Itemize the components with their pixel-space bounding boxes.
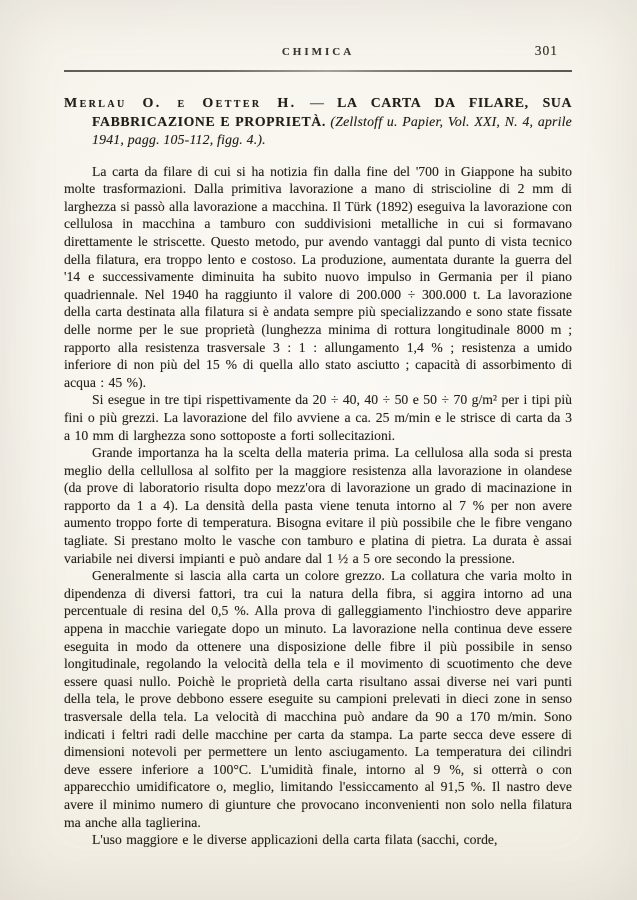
running-header [64,43,572,61]
abstract-paragraph: Generalmente si lascia alla carta un colore grezzo. La collatura che varia molto in dipendenza di diversi fattori, tra cui la natura della fibra, si aggira intorno ad una percentuale di resina del 0,5 %. Alla prova di galleggiamento l'inchiostro deve apparire appena in macchie variegate dopo un minuto. La lavorazione nella continua deve essere eseguita in modo da ottenere una disposizione delle fibre il più possibile in senso longitudinale, regolando la velocità della tela e il movimento di scuotimento che deve essere quasi nullo. Poichè le proprietà della carta risultano assai diverse nei vari punti della tela, le prove debbono essere eseguite su campioni prelevati in dieci zone in senso trasversale della tela. La velocità di macchina può andare da 90 a 170 m/min. Sono indicati i feltri radi delle macchine per carta da stampa. La parte secca deve essere di dimensioni notevoli per permettere un lento asciugamento. La temperatura dei cilindri deve essere inferiore a 100°C. L'umidità finale, intorno al 9 %, si otterrà o con apparecchio umidificatore o, meglio, limitando l'essiccamento al 91,5 %. Il nastro deve avere il minimo numero di giunture che provocano inconvenienti non solo nella filatura ma anche alla taglierina. [64,568,572,830]
article-heading [64,94,572,150]
abstract-body [64,163,572,849]
page-content [64,0,572,849]
abstract-paragraph: La carta da filare di cui si ha notizia fin dalla fine del '700 in Giappone ha subito molte trasformazioni. Dalla primitiva lavorazione a mano di striscioline di 2 mm di larghezza si passò alla lavorazione a macchina. Il Türk (1892) eseguiva la lavorazione con cellulosa in macchina a tamburo con suddivisioni metalliche in cui si formavano direttamente le striscette. Questo metodo, pur avendo vantaggi dal punto di vista tecnico della filatura, era troppo lento e costoso. La produzione, aumentata durante la guerra del '14 e successivamente diminuita ha subito nuovo impulso in Germania per il piano quadriennale. Nel 1940 ha raggiunto il valore di 200.000 ÷ 300.000 t. La lavorazione della carta destinata alla filatura si è andata sempre più specializzando e sono state fissate delle norme per le sue proprietà (lunghezza minima di rottura longitudinale 8000 m ; rapporto alla resistenza trasversale 3 : 1 : allungamento 1,4 % ; resistenza a umido inferiore di non più del 15 % di quella allo stato asciutto ; capacità di assorbimento di acqua : 45 %). [64,163,572,390]
page-number: 301 [534,43,558,58]
header-rule [64,70,572,72]
article-title: LA CARTA DA FILARE, SUA FABBRICAZIONE E PROPRIETÀ. [92,95,573,130]
abstract-paragraph: Grande importanza ha la scelta della materia prima. La cellulosa alla soda si presta meglio della cellullosa al solfito per la maggiore resistenza alla lavorazione in olandese (da prove di laboratorio risulta dopo mezz'ora di lavorazione un grado di macinazione in rapporto da 1 a 4). La densità della pasta viene tenuta intorno al 7 % per non avere aumento troppo forte di temperatura. Bisogna evitare il più possibile che le fibre vengano tagliate. Si prestano molto le vasche con tamburo e platina di pietra. La durata è assai variabile nei diversi impianti e può andare dal 1 ½ a 5 ore secondo la pressione. [64,445,572,566]
abstract-paragraph: Si esegue in tre tipi rispettivamente da 20 ÷ 40, 40 ÷ 50 e 50 ÷ 70 g/m² per i tipi più fini o più grezzi. La lavorazione del filo avviene a ca. 25 m/min e le strisce di carta da 3 a 10 mm di larghezza sono sottoposte a forti sollecitazioni. [64,392,572,443]
abstract-paragraph: L'uso maggiore e le diverse applicazioni della carta filata (sacchi, corde, [92,832,498,848]
article-citation: (Zellstoff u. Papier, Vol. XXI, N. 4, aprile 1941, pagg. 105-112, figg. 4.). [92,114,573,148]
heading-separator: — [309,95,324,110]
section-title: CHIMICA [281,46,355,58]
author-names: Merlau O. e Oetter H. [64,96,297,111]
